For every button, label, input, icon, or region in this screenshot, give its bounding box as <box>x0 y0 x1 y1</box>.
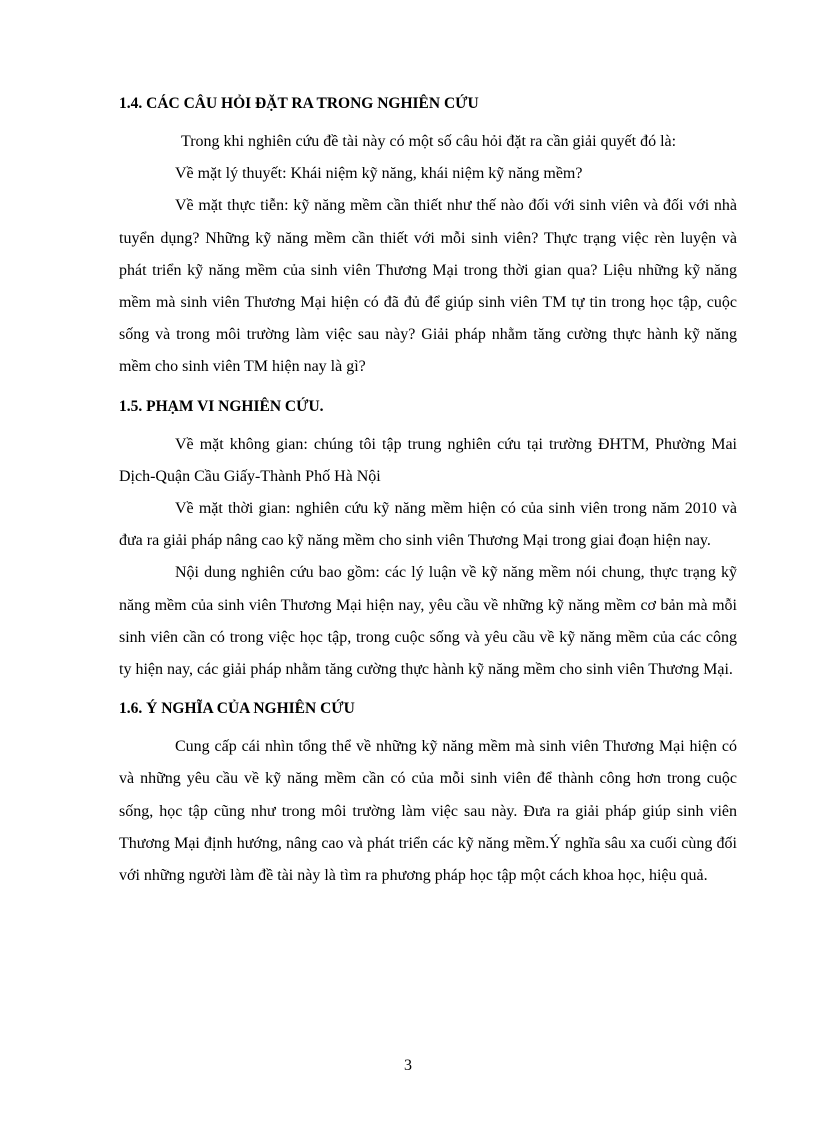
page-content <box>119 92 737 892</box>
page-number: 3 <box>404 1057 412 1074</box>
paragraph: Về mặt lý thuyết: Khái niệm kỹ năng, khái niệm kỹ năng mềm? <box>175 165 583 183</box>
paragraph: Trong khi nghiên cứu đề tài này có một số câu hỏi đặt ra cần giải quyết đó là: <box>181 133 677 150</box>
paragraph: Nội dung nghiên cứu bao gồm: các lý luận về kỹ năng mềm nói chung, thực trạng kỹ năng mềm của sinh viên Thương Mại hiện nay, yêu cầu về những kỹ năng mềm cơ bản mà mỗi sinh viên cần có trong việc học tập, trong cuộc sống và yêu cầu về kỹ năng mềm của các công ty hiện nay, các giải pháp nhằm tăng cường thực hành kỹ năng mềm cho sinh viên Thương Mại. <box>119 564 737 679</box>
section-heading: 1.4. CÁC CÂU HỎI ĐẶT RA TRONG NGHIÊN CỨU <box>119 95 479 112</box>
paragraph: Về mặt không gian: chúng tôi tập trung nghiên cứu tại trường ĐHTM, Phường Mai Dịch-Quận Cầu Giấy-Thành Phố Hà Nội <box>119 435 737 485</box>
section-heading: 1.6. Ý NGHĨA CỦA NGHIÊN CỨU <box>119 700 355 718</box>
section-heading: 1.5. PHẠM VI NGHIÊN CỨU. <box>119 397 324 415</box>
paragraph: Về mặt thời gian: nghiên cứu kỹ năng mềm hiện có của sinh viên trong năm 2010 và đưa ra giải pháp nâng cao kỹ năng mềm cho sinh viên Thương Mại trong giai đoạn hiện nay. <box>119 500 737 550</box>
paragraph: Về mặt thực tiễn: kỹ năng mềm cần thiết như thế nào đối với sinh viên và đối với nhà tuyển dụng? Những kỹ năng mềm cần thiết với mỗi sinh viên? Thực trạng việc rèn luyện và phát triển kỹ năng mềm của sinh viên Thương Mại trong thời gian qua? Liệu những kỹ năng mềm mà sinh viên Thương Mại hiện có đã đủ để giúp sinh viên TM tự tin trong học tập, cuộc sống và trong môi trường làm việc sau này? Giải pháp nhằm tăng cường thực hành kỹ năng mềm cho sinh viên TM hiện nay là gì? <box>119 197 737 376</box>
paragraph: Cung cấp cái nhìn tổng thể về những kỹ năng mềm mà sinh viên Thương Mại hiện có và những yêu cầu về kỹ năng mềm cần có của mỗi sinh viên để thành công hơn trong cuộc sống, học tập cũng như trong môi trường làm việc sau này. Đưa ra giải pháp giúp sinh viên Thương Mại định hướng, nâng cao và phát triển các kỹ năng mềm.Ý nghĩa sâu xa cuối cùng đối với những người làm đề tài này là tìm ra phương pháp học tập một cách khoa học, hiệu quả. <box>119 738 737 885</box>
